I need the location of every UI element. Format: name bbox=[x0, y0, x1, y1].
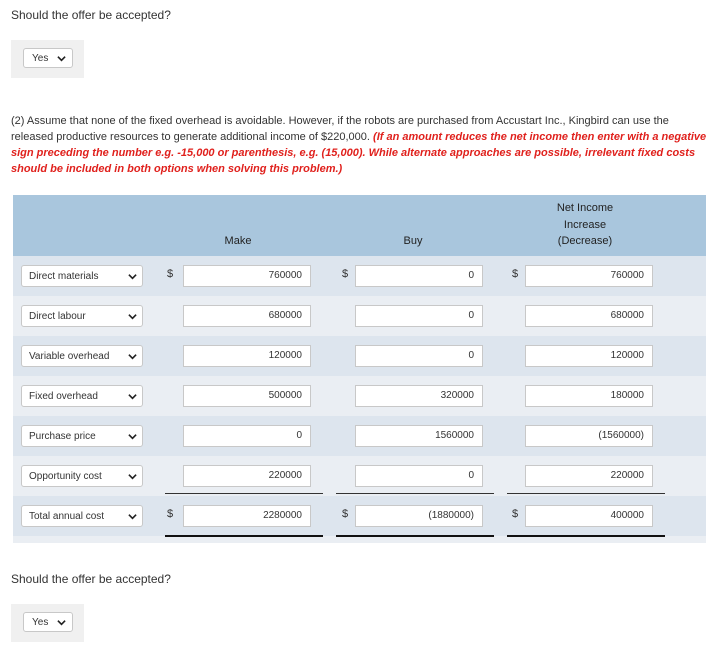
chevron-down-icon bbox=[57, 54, 66, 63]
table-row bbox=[13, 456, 706, 496]
answer-box-top bbox=[11, 40, 84, 78]
question-label-bottom: Should the offer be accepted? bbox=[11, 572, 171, 586]
accept-offer-select-bottom[interactable] bbox=[23, 612, 73, 632]
chevron-down-icon bbox=[128, 352, 137, 361]
buy-input[interactable]: 320000 bbox=[355, 385, 483, 407]
row-label: Variable overhead bbox=[29, 350, 110, 362]
answer-box-bottom bbox=[11, 604, 84, 642]
header-net-3: (Decrease) bbox=[557, 235, 613, 247]
buy-input[interactable]: 0 bbox=[355, 305, 483, 327]
net-input[interactable]: 400000 bbox=[525, 505, 653, 527]
part2-instructions bbox=[11, 113, 711, 177]
currency-symbol: $ bbox=[342, 508, 349, 520]
row-label: Total annual cost bbox=[29, 510, 105, 522]
make-or-buy-table bbox=[13, 195, 706, 543]
buy-input[interactable]: 0 bbox=[355, 265, 483, 287]
row-label: Direct labour bbox=[29, 310, 86, 322]
row-label: Direct materials bbox=[29, 270, 99, 282]
net-input[interactable]: 760000 bbox=[525, 265, 653, 287]
question-label-top: Should the offer be accepted? bbox=[11, 8, 171, 22]
table-row bbox=[13, 416, 706, 456]
net-input[interactable]: 680000 bbox=[525, 305, 653, 327]
table-header bbox=[13, 195, 706, 257]
total-double-line bbox=[507, 535, 665, 537]
row-label-select[interactable] bbox=[21, 425, 143, 447]
currency-symbol: $ bbox=[167, 508, 174, 520]
make-input[interactable]: 120000 bbox=[183, 345, 311, 367]
chevron-down-icon bbox=[128, 312, 137, 321]
select-value: Yes bbox=[32, 52, 49, 64]
table-row bbox=[13, 256, 706, 296]
header-net-1: Net Income bbox=[556, 202, 614, 214]
row-label-select[interactable] bbox=[21, 345, 143, 367]
chevron-down-icon bbox=[128, 512, 137, 521]
currency-symbol: $ bbox=[342, 268, 349, 280]
make-input[interactable]: 220000 bbox=[183, 465, 311, 487]
table-row bbox=[13, 376, 706, 416]
select-value: Yes bbox=[32, 616, 49, 628]
table-row bbox=[13, 296, 706, 336]
chevron-down-icon bbox=[128, 472, 137, 481]
make-input[interactable]: 2280000 bbox=[183, 505, 311, 527]
subtotal-line bbox=[336, 493, 494, 494]
header-net-2: Increase bbox=[563, 219, 607, 231]
header-make: Make bbox=[224, 235, 252, 247]
net-input[interactable]: 180000 bbox=[525, 385, 653, 407]
row-label-select[interactable] bbox=[21, 505, 143, 527]
buy-input[interactable]: (1880000) bbox=[355, 505, 483, 527]
row-label: Purchase price bbox=[29, 430, 96, 442]
total-double-line bbox=[336, 535, 494, 537]
total-double-line bbox=[165, 535, 323, 537]
buy-input[interactable]: 0 bbox=[355, 345, 483, 367]
make-input[interactable]: 680000 bbox=[183, 305, 311, 327]
buy-input[interactable]: 0 bbox=[355, 465, 483, 487]
currency-symbol: $ bbox=[512, 508, 519, 520]
net-input[interactable]: 120000 bbox=[525, 345, 653, 367]
row-label-select[interactable] bbox=[21, 465, 143, 487]
row-label-select[interactable] bbox=[21, 305, 143, 327]
buy-input[interactable]: 1560000 bbox=[355, 425, 483, 447]
part2-instruction: (If an amount reduces the net income then enter with a negative sign preceding the number e.g. -15,000 or parenthesis, e.g. (15,000). While alternate approaches are possible, irrelevant fixed costs should be included in both options when solving this problem.) bbox=[11, 131, 707, 175]
header-buy: Buy bbox=[403, 235, 423, 247]
net-input[interactable]: (1560000) bbox=[525, 425, 653, 447]
net-input[interactable]: 220000 bbox=[525, 465, 653, 487]
chevron-down-icon bbox=[128, 432, 137, 441]
subtotal-line bbox=[165, 493, 323, 494]
accept-offer-select-top[interactable] bbox=[23, 48, 73, 68]
subtotal-line bbox=[507, 493, 665, 494]
chevron-down-icon bbox=[128, 392, 137, 401]
currency-symbol: $ bbox=[512, 268, 519, 280]
row-label: Opportunity cost bbox=[29, 470, 102, 482]
chevron-down-icon bbox=[128, 272, 137, 281]
row-label-select[interactable] bbox=[21, 385, 143, 407]
make-input[interactable]: 500000 bbox=[183, 385, 311, 407]
chevron-down-icon bbox=[57, 618, 66, 627]
row-label-select[interactable] bbox=[21, 265, 143, 287]
currency-symbol: $ bbox=[167, 268, 174, 280]
table-row bbox=[13, 336, 706, 376]
part2-prefix: (2) Assume that none of the fixed overhead is avoidable. However, if the robots are purchased from Accustart Inc., Kingbird can use the released productive resources to generate additional income of $220,000. bbox=[11, 115, 669, 143]
table-row-total bbox=[13, 496, 706, 536]
make-input[interactable]: 0 bbox=[183, 425, 311, 447]
make-input[interactable]: 760000 bbox=[183, 265, 311, 287]
row-label: Fixed overhead bbox=[29, 390, 98, 402]
